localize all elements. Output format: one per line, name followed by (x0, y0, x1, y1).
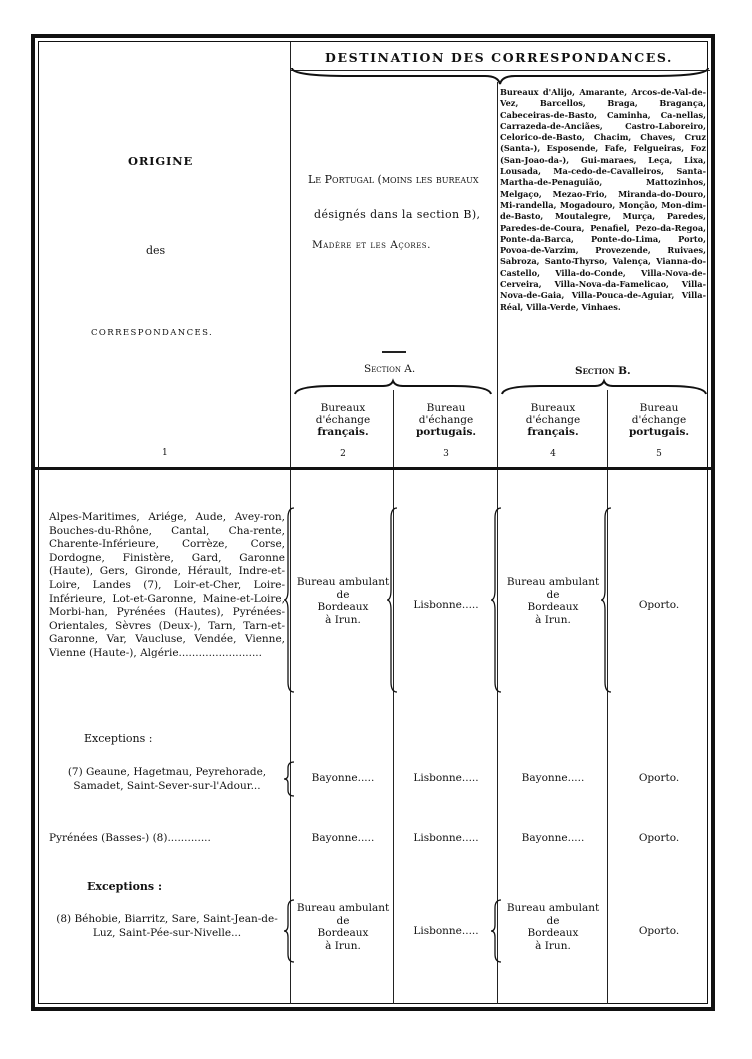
col4-number: 4 (550, 449, 556, 459)
row2-brace (286, 762, 296, 796)
header-bottom-rule (35, 467, 711, 470)
col4-header: Bureaux d'échange français. (525, 402, 581, 438)
row3-col4: Bayonne..... (521, 832, 585, 844)
row2-col2: Bayonne..... (311, 772, 375, 784)
row1-col3-brace (389, 508, 399, 692)
correspondances-label: CORRESPONDANCES. (91, 328, 214, 338)
row2-exceptions-label: Exceptions : (84, 732, 153, 745)
row2-col4: Bayonne..... (521, 772, 585, 784)
row1-col5: Oporto. (638, 599, 680, 611)
row2-col5: Oporto. (638, 772, 680, 784)
col5-number: 5 (656, 449, 662, 459)
row3-origin: Pyrénées (Basses-) (8)............. (49, 832, 211, 844)
section-a-brace (293, 380, 493, 398)
row2-col3: Lisbonne..... (413, 772, 479, 784)
row4-col4: Bureau ambulant de Bordeaux à Irun. (506, 902, 600, 952)
row1-col2: Bureau ambulant de Bordeaux à Irun. (296, 576, 390, 626)
row3-col5: Oporto. (638, 832, 680, 844)
col3-number: 3 (443, 449, 449, 459)
col3-header: Bureau d'échange portugais. (415, 402, 477, 438)
col-divider-2 (393, 390, 394, 1004)
row1-col2-brace (286, 508, 296, 692)
origine-des-label: des (146, 244, 166, 257)
row1-col4-brace (493, 508, 503, 692)
row4-origin: (8) Béhobie, Biarritz, Sare, Saint-Jean-de-Luz, Saint-Pée-sur-Nivelle... (56, 913, 278, 939)
row4-col3: Lisbonne..... (413, 925, 479, 937)
row4-col5: Oporto. (638, 925, 680, 937)
section-a-ornament (382, 351, 406, 353)
row1-col3: Lisbonne..... (413, 599, 479, 611)
row4-brace (286, 900, 296, 962)
section-b-brace (500, 380, 708, 398)
row4-exceptions-label: Exceptions : (87, 880, 163, 893)
destination-brace (290, 66, 710, 86)
section-a-line1: Le Portugal (moins les bureaux (308, 173, 479, 186)
row4-col4-brace (493, 900, 503, 962)
row1-col4: Bureau ambulant de Bordeaux à Irun. (506, 576, 600, 626)
section-a-label: Section A. (364, 363, 416, 375)
section-b-label: Section B. (575, 365, 631, 377)
row1-col5-brace (603, 508, 613, 692)
col-divider-4 (607, 390, 608, 1004)
section-b-offices: Bureaux d'Alijo, Amarante, Arcos-de-Val-de-Vez, Barcellos, Braga, Bragança, Cabeceiras-de-Basto, Caminha, Ca-nellas, Carrazeda-de-Anciães, Castro-Laboreiro, Celorico-de-Basto, Chacim, Chaves, Cruz (Santa-), Esposende, Fafe, Felgueiras, Foz (San-Joao-da-), Gui-maraes, Leça, Lixa, Lousada, Ma-cedo-de-Cavalleiros, Santa-Martha-de-Penaguião, Mattozinhos, Melgaço, Mezao-Frio, Miranda-do-Douro, Mi-randella, Mogadouro, Monção, Mon-dim-de-Basto, Moutalegre, Murça, Paredes, Paredes-de-Coura, Penafiel, Pezo-da-Regoa, Ponte-da-Barca, Ponte-do-Lima, Porto, Povoa-de-Varzim, Provezende, Ruivaes, Sabroza, Santo-Thyrso, Valença, Vianna-do-Castello, Villa-do-Conde, Villa-Nova-de-Cerveira, Villa-Nova-da-Famelicao, Villa-Nova-de-Gaia, Villa-Pouca-de-Aguiar, Villa-Réal, Villa-Verde, Vinhaes. (500, 87, 706, 312)
destination-title: DESTINATION DES CORRESPONDANCES. (325, 50, 674, 65)
col5-header: Bureau d'échange portugais. (628, 402, 690, 438)
origine-label: ORIGINE (128, 154, 194, 168)
section-a-line2: désignés dans la section B), (314, 208, 481, 221)
row3-col2: Bayonne..... (311, 832, 375, 844)
row1-origin: Alpes-Maritimes, Ariége, Aude, Avey-ron, Bouches-du-Rhône, Cantal, Cha-rente, Charente-Inférieure, Corrèze, Corse, Dordogne, Finistère, Gard, Garonne (Haute), Gers, Gironde, Hérault, Indre-et-Loire, Landes (7), Loir-et-Cher, Loire-Inférieure, Lot-et-Garonne, Maine-et-Loire, Morbi-han, Pyrénées (Hautes), Pyrénées-Orientales, Sèvres (Deux-), Tarn, Tarn-et-Garonne, Var, Vaucluse, Vendée, Vienne, Vienne (Haute-), Algérie......................... (49, 511, 285, 659)
section-a-line3: Madère et les Açores. (312, 239, 431, 251)
col2-number: 2 (340, 449, 346, 459)
row2-origin: (7) Geaune, Hagetmau, Peyrehorade, Samadet, Saint-Sever-sur-l'Adour... (67, 766, 267, 792)
row3-col3: Lisbonne..... (413, 832, 479, 844)
col1-number: 1 (162, 448, 168, 458)
row4-col2: Bureau ambulant de Bordeaux à Irun. (296, 902, 390, 952)
col2-header: Bureaux d'échange français. (315, 402, 371, 438)
